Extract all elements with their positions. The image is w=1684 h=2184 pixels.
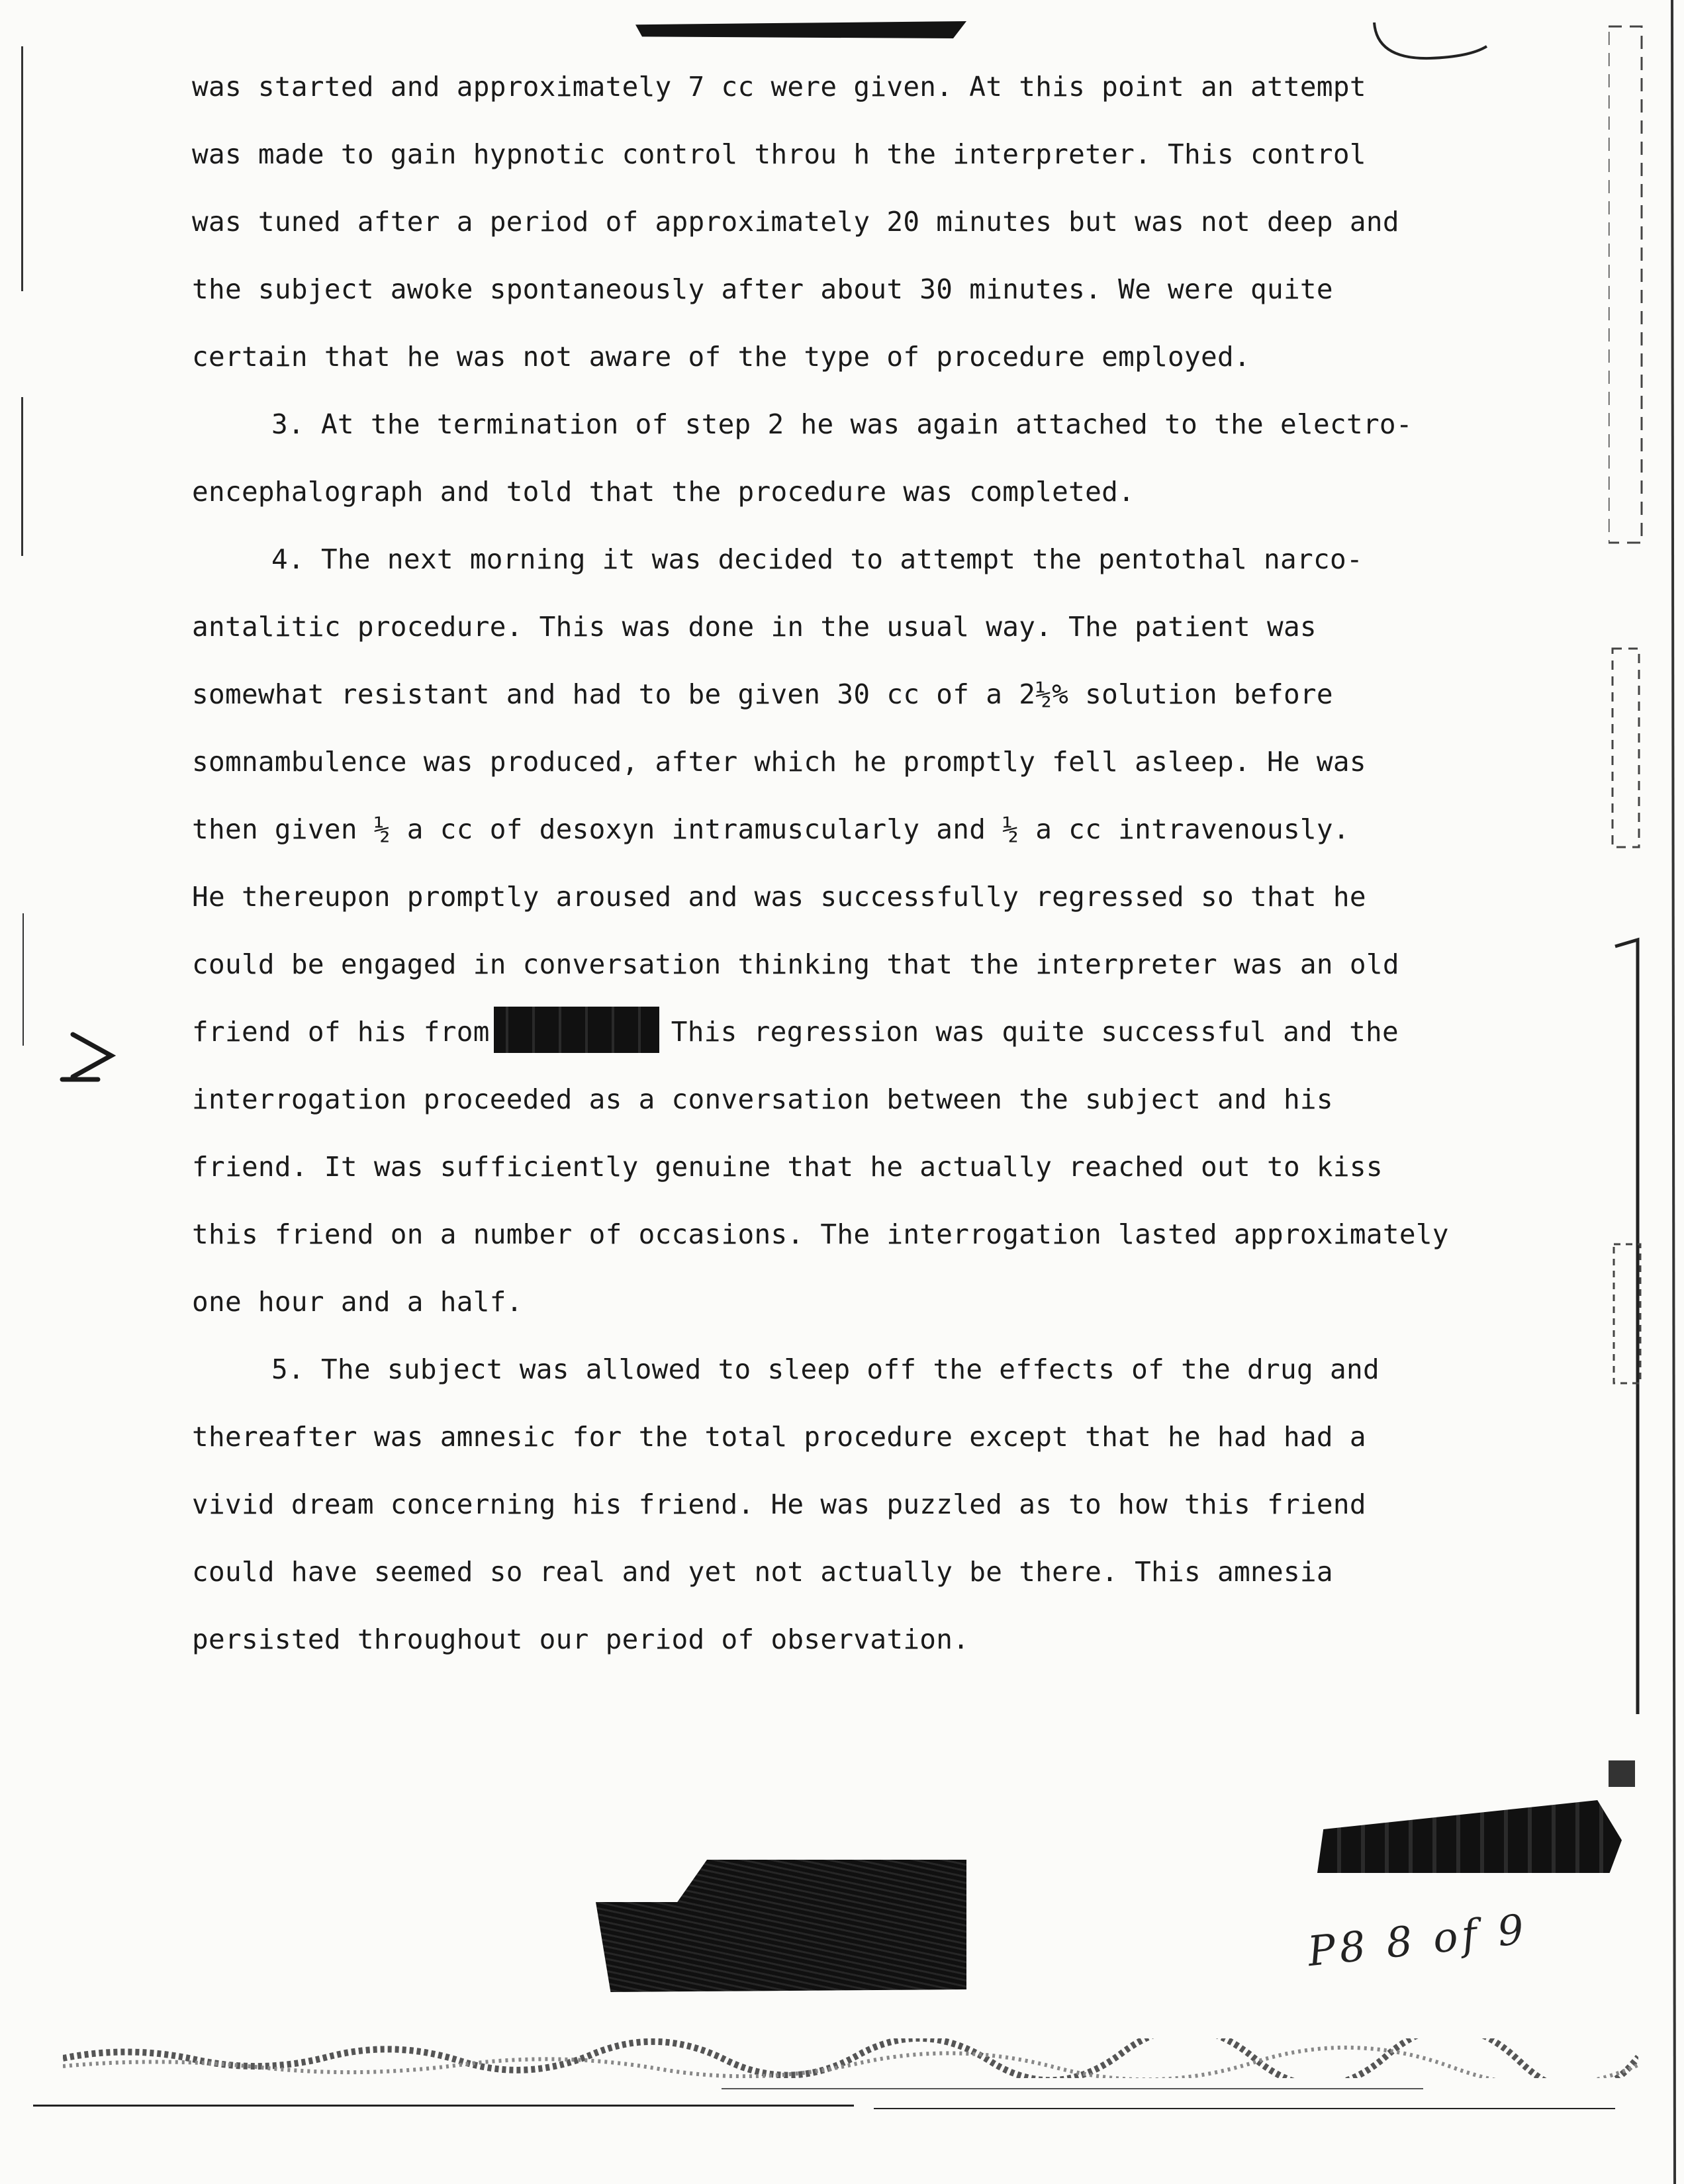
- text-line: He thereupon promptly aroused and was successfully regressed so that he: [192, 881, 1366, 913]
- left-margin-line: [23, 913, 24, 1046]
- text-line: certain that he was not aware of the type of procedure employed.: [192, 341, 1250, 373]
- text-line: one hour and a half.: [192, 1286, 523, 1318]
- scan-noise-band: [63, 2038, 1638, 2078]
- inline-redaction: [494, 1007, 659, 1053]
- bottom-rule: [33, 2105, 854, 2107]
- page-number: P8 8 of 9: [1305, 1904, 1530, 1976]
- text-line: thereafter was amnesic for the total procedure except that he had had a: [192, 1421, 1366, 1453]
- text-line: somnambulence was produced, after which he promptly fell asleep. He was: [192, 746, 1366, 778]
- text-line: vivid dream concerning his friend. He was puzzled as to how this friend: [192, 1488, 1366, 1520]
- paragraph-5-start: 5. The subject was allowed to sleep off the effects of the drug and: [271, 1353, 1380, 1385]
- text-line: encephalograph and told that the procedure was completed.: [192, 476, 1135, 508]
- bottom-rule: [874, 2108, 1615, 2109]
- bottom-rule: [722, 2088, 1423, 2089]
- text-line: was started and approximately 7 cc were given. At this point an attempt: [192, 71, 1366, 103]
- left-margin-line: [21, 397, 23, 556]
- bottom-center-redaction: [596, 1860, 966, 1992]
- text-line: was tuned after a period of approximately 20 minutes but was not deep and: [192, 206, 1399, 238]
- text-line: interrogation proceeded as a conversation between the subject and his: [192, 1083, 1333, 1115]
- body-text: [192, 53, 1542, 1673]
- right-edge-strip: [1609, 0, 1684, 2184]
- text-fragment: This regression was quite successful and the: [671, 1016, 1399, 1048]
- text-line: persisted throughout our period of observation.: [192, 1623, 970, 1655]
- text-line: could have seemed so real and yet not actually be there. This amnesia: [192, 1556, 1333, 1588]
- text-line: was made to gain hypnotic control throu h the interpreter. This control: [192, 138, 1366, 170]
- text-line: the subject awoke spontaneously after about 30 minutes. We were quite: [192, 273, 1333, 305]
- corner-stroke-mark: [1370, 20, 1489, 66]
- text-line: then given ½ a cc of desoxyn intramuscularly and ½ a cc intravenously.: [192, 813, 1350, 845]
- text-line: friend. It was sufficiently genuine that he actually reached out to kiss: [192, 1151, 1383, 1183]
- text-line: antalitic procedure. This was done in the usual way. The patient was: [192, 611, 1317, 643]
- bottom-right-redaction: [1317, 1800, 1622, 1873]
- text-line-with-redaction: [192, 998, 1542, 1066]
- left-margin-line: [21, 46, 23, 291]
- paragraph-3-start: 3. At the termination of step 2 he was again attached to the electro-: [271, 408, 1413, 440]
- text-fragment: friend of his from: [192, 1016, 490, 1048]
- paragraph-4-start: 4. The next morning it was decided to attempt the pentothal narco-: [271, 543, 1363, 575]
- top-redaction-bar: [635, 21, 966, 38]
- text-line: could be engaged in conversation thinking that the interpreter was an old: [192, 948, 1399, 980]
- text-line: somewhat resistant and had to be given 30 cc of a 2½% solution before: [192, 678, 1333, 710]
- margin-triangle-mark: [60, 1029, 119, 1082]
- text-line: this friend on a number of occasions. The interrogation lasted approximately: [192, 1218, 1449, 1250]
